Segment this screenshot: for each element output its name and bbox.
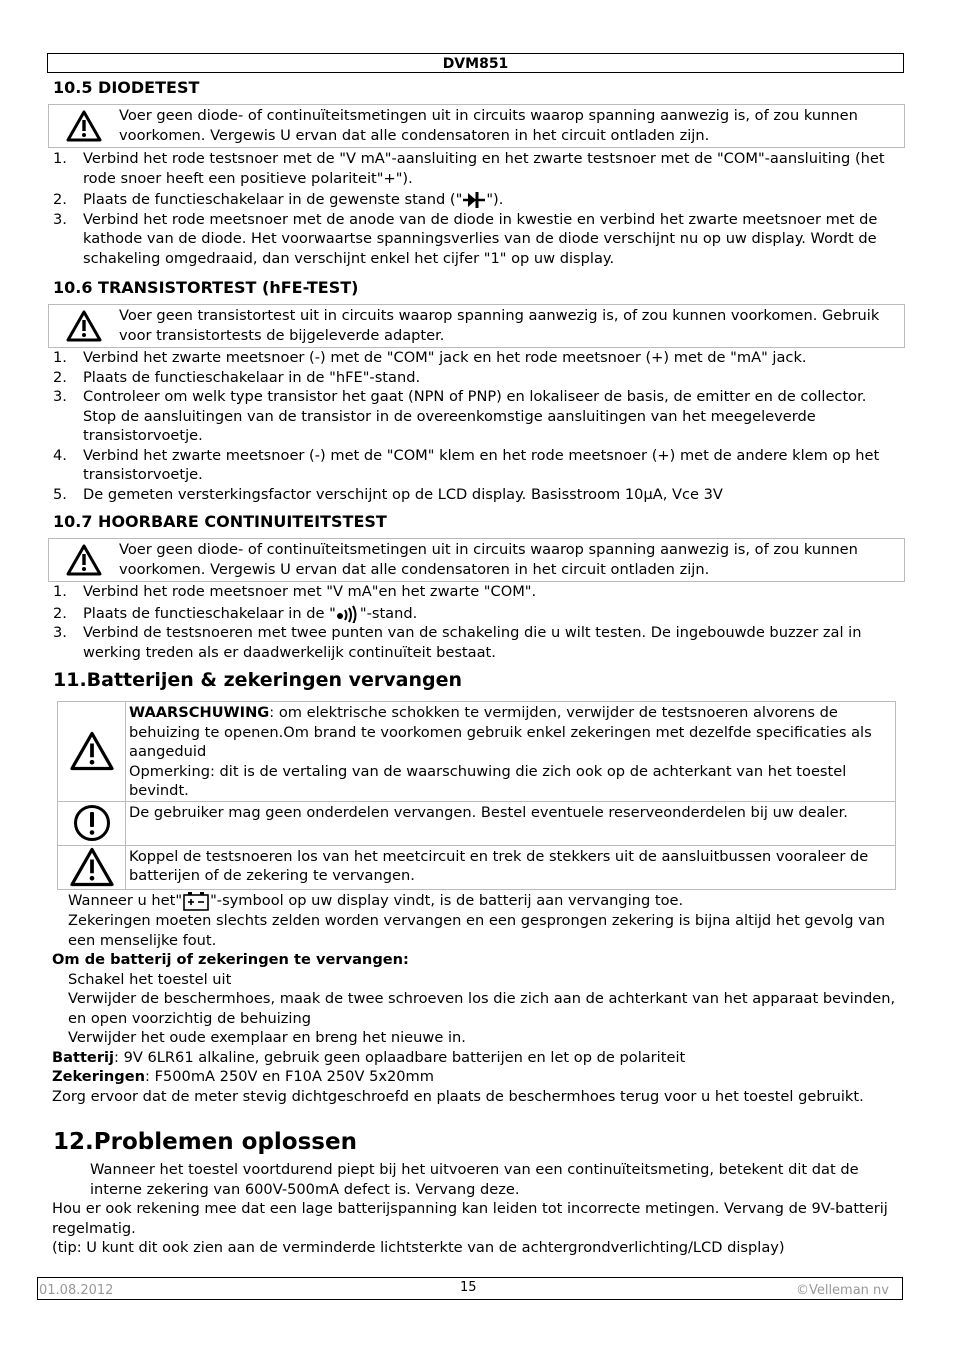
list-item: 2. Plaats de functieschakelaar in de gewenste stand (" "). [53, 191, 504, 208]
footer-date: 01.08.2012 [39, 1283, 114, 1298]
safety-table [57, 701, 896, 890]
section-12-body [52, 1160, 902, 1258]
warning-box-10-6 [48, 304, 905, 348]
paragraph: Zorg ervoor dat de meter stevig dichtgeschroefd en plaats de beschermhoes terug voor u het toestel gebruikt. [52, 1087, 864, 1105]
warning-box-10-5 [48, 104, 905, 148]
step-text: Schakel het toestel uit [68, 970, 232, 988]
table-row [58, 845, 896, 889]
warning-cell: Koppel de testsnoeren los van het meetcircuit en trek de stekkers uit de aansluitbussen vooraleer de batterijen of de zekering te vervangen. [126, 845, 896, 889]
header-title: DVM851 [47, 53, 904, 73]
warning-triangle-icon [58, 845, 126, 889]
table-row [58, 801, 896, 845]
list-item: 5. De gemeten versterkingsfactor verschijnt op de LCD display. Basisstroom 10µA, Vce 3V [53, 485, 723, 503]
table-row [58, 702, 896, 802]
warning-text: Voer geen diode- of continuïteitsmetingen uit in circuits waarop spanning aanwezig is, of zou kunnen voorkomen. Vergewis U ervan dat alle condensatoren in het circuit ontladen zijn. [119, 541, 858, 578]
list-item: 4. Verbind het zwarte meetsnoer (-) met de "COM" klem en het rode meetsnoer (+) met de andere klem op het transistorvoetje. [53, 446, 880, 483]
list-item: 3. Verbind het rode meetsnoer met de anode van de diode in kwestie en verbind het zwarte meetsnoer met de kathode van de diode. Het voorwaartse spanningsverlies van de diode verschijnt nu op uw display. Wordt de schakeling omgedraaid, dan verschijnt enkel het cijfer "1" op uw display. [53, 210, 878, 267]
steps-10-5 [47, 149, 897, 268]
buzzer-icon [336, 605, 360, 622]
footer-brand: ©Velleman nv [795, 1283, 889, 1298]
battery-icon [182, 892, 210, 909]
section-10-6-title: 10.6 TRANSISTORTEST (hFE-TEST) [53, 278, 359, 297]
section-11-title: 11.Batterijen & zekeringen vervangen [53, 669, 463, 691]
paragraph: Hou er ook rekening mee dat een lage batterijspanning kan leiden tot incorrecte metingen. Vervang de 9V-batterij regelmatig. [52, 1200, 888, 1237]
subheading: Om de batterij of zekeringen te vervangen: [52, 951, 409, 968]
paragraph: Zekeringen moeten slechts zelden worden vervangen en een gesprongen zekering is bijna altijd het gevolg van een menselijke fout. [68, 912, 886, 949]
list-item: 1. Verbind het rode testsnoer met de "V mA"-aansluiting en het zwarte testsnoer met de "COM"-aansluiting (het rode snoer heeft een positieve polariteit"+"). [53, 150, 885, 187]
warning-box-10-7 [48, 538, 905, 582]
paragraph: Wanneer het toestel voortdurend piept bij het uitvoeren van een continuïteitsmeting, betekent dit dat de interne zekering van 600V-500mA defect is. Vervang deze. [90, 1161, 859, 1198]
warning-text: Voer geen diode- of continuïteitsmetingen uit in circuits waarop spanning aanwezig is, of zou kunnen voorkomen. Vergewis U ervan dat alle condensatoren in het circuit ontladen zijn. [119, 107, 858, 144]
section-10-5-title: 10.5 DIODETEST [53, 78, 200, 97]
list-item: 3. Controleer om welk type transistor het gaat (NPN of PNP) en lokaliseer de basis, de emitter en de collector. Stop de aansluitingen van de transistor in de overeenkomstige aansluitingen van het meegeleverde transistorvoetje. [53, 388, 867, 444]
warning-triangle-icon [49, 305, 119, 347]
warning-triangle-icon [49, 105, 119, 147]
footer [37, 1277, 903, 1300]
warning-triangle-icon [49, 539, 119, 581]
warning-text: Voer geen transistortest uit in circuits waarop spanning aanwezig is, of zou kunnen voorkomen. Gebruik voor transistortests de bijgeleverde adapter. [119, 307, 880, 344]
battery-spec: Batterij: 9V 6LR61 alkaline, gebruik geen oplaadbare batterijen en let op de polariteit [52, 1048, 686, 1066]
page-number: 15 [460, 1280, 477, 1295]
section-10-7-title: 10.7 HOORBARE CONTINUITEITSTEST [53, 512, 387, 531]
section-11-body [52, 891, 902, 1106]
exclamation-circle-icon [58, 801, 126, 845]
paragraph: (tip: U kunt dit ook zien aan de verminderde lichtsterkte van de achtergrondverlichting/LCD display) [52, 1239, 785, 1256]
list-item: 2. Plaats de functieschakelaar in de "hFE"-stand. [53, 368, 421, 386]
battery-symbol-paragraph: Wanneer u het" "-symbool op uw display vindt, is de batterij aan vervanging toe. [68, 892, 684, 909]
list-item: 2. Plaats de functieschakelaar in de " "-stand. [53, 604, 418, 622]
list-item: 1. Verbind het zwarte meetsnoer (-) met de "COM" jack en het rode meetsnoer (+) met de "mA" jack. [53, 349, 807, 366]
warning-cell: WAARSCHUWING: om elektrische schokken te vermijden, verwijder de testsnoeren alvorens de behuizing te openen.Om brand te voorkomen gebruik enkel zekeringen met dezelfde specificaties als aangeduid Opmerking: dit is de vertaling van de waarschuwing die zich ook op de achterkant van het toestel bevindt. [126, 702, 896, 802]
fuse-spec: Zekeringen: F500mA 250V en F10A 250V 5x20mm [52, 1068, 434, 1085]
list-item: 3. Verbind de testsnoeren met twee punten van de schakeling die u wilt testen. De ingebouwde buzzer zal in werking treden als er daadwerkelijk continuïteit bestaat. [53, 624, 862, 661]
list-item: 1. Verbind het rode meetsnoer met "V mA"en het zwarte "COM". [53, 583, 537, 600]
steps-10-6 [47, 348, 897, 504]
steps-10-7 [47, 582, 897, 662]
info-cell: De gebruiker mag geen onderdelen vervangen. Bestel eventuele reserveonderdelen bij uw dealer. [126, 801, 896, 845]
section-12-title: 12.Problemen oplossen [53, 1129, 357, 1155]
step-text: Verwijder de beschermhoes, maak de twee schroeven los die zich aan de achterkant van het apparaat bevinden, en open voorzichtig de behuizing [68, 990, 896, 1027]
step-text: Verwijder het oude exemplaar en breng het nieuwe in. [68, 1029, 466, 1046]
diode-icon [462, 191, 486, 208]
warning-triangle-icon [58, 702, 126, 802]
